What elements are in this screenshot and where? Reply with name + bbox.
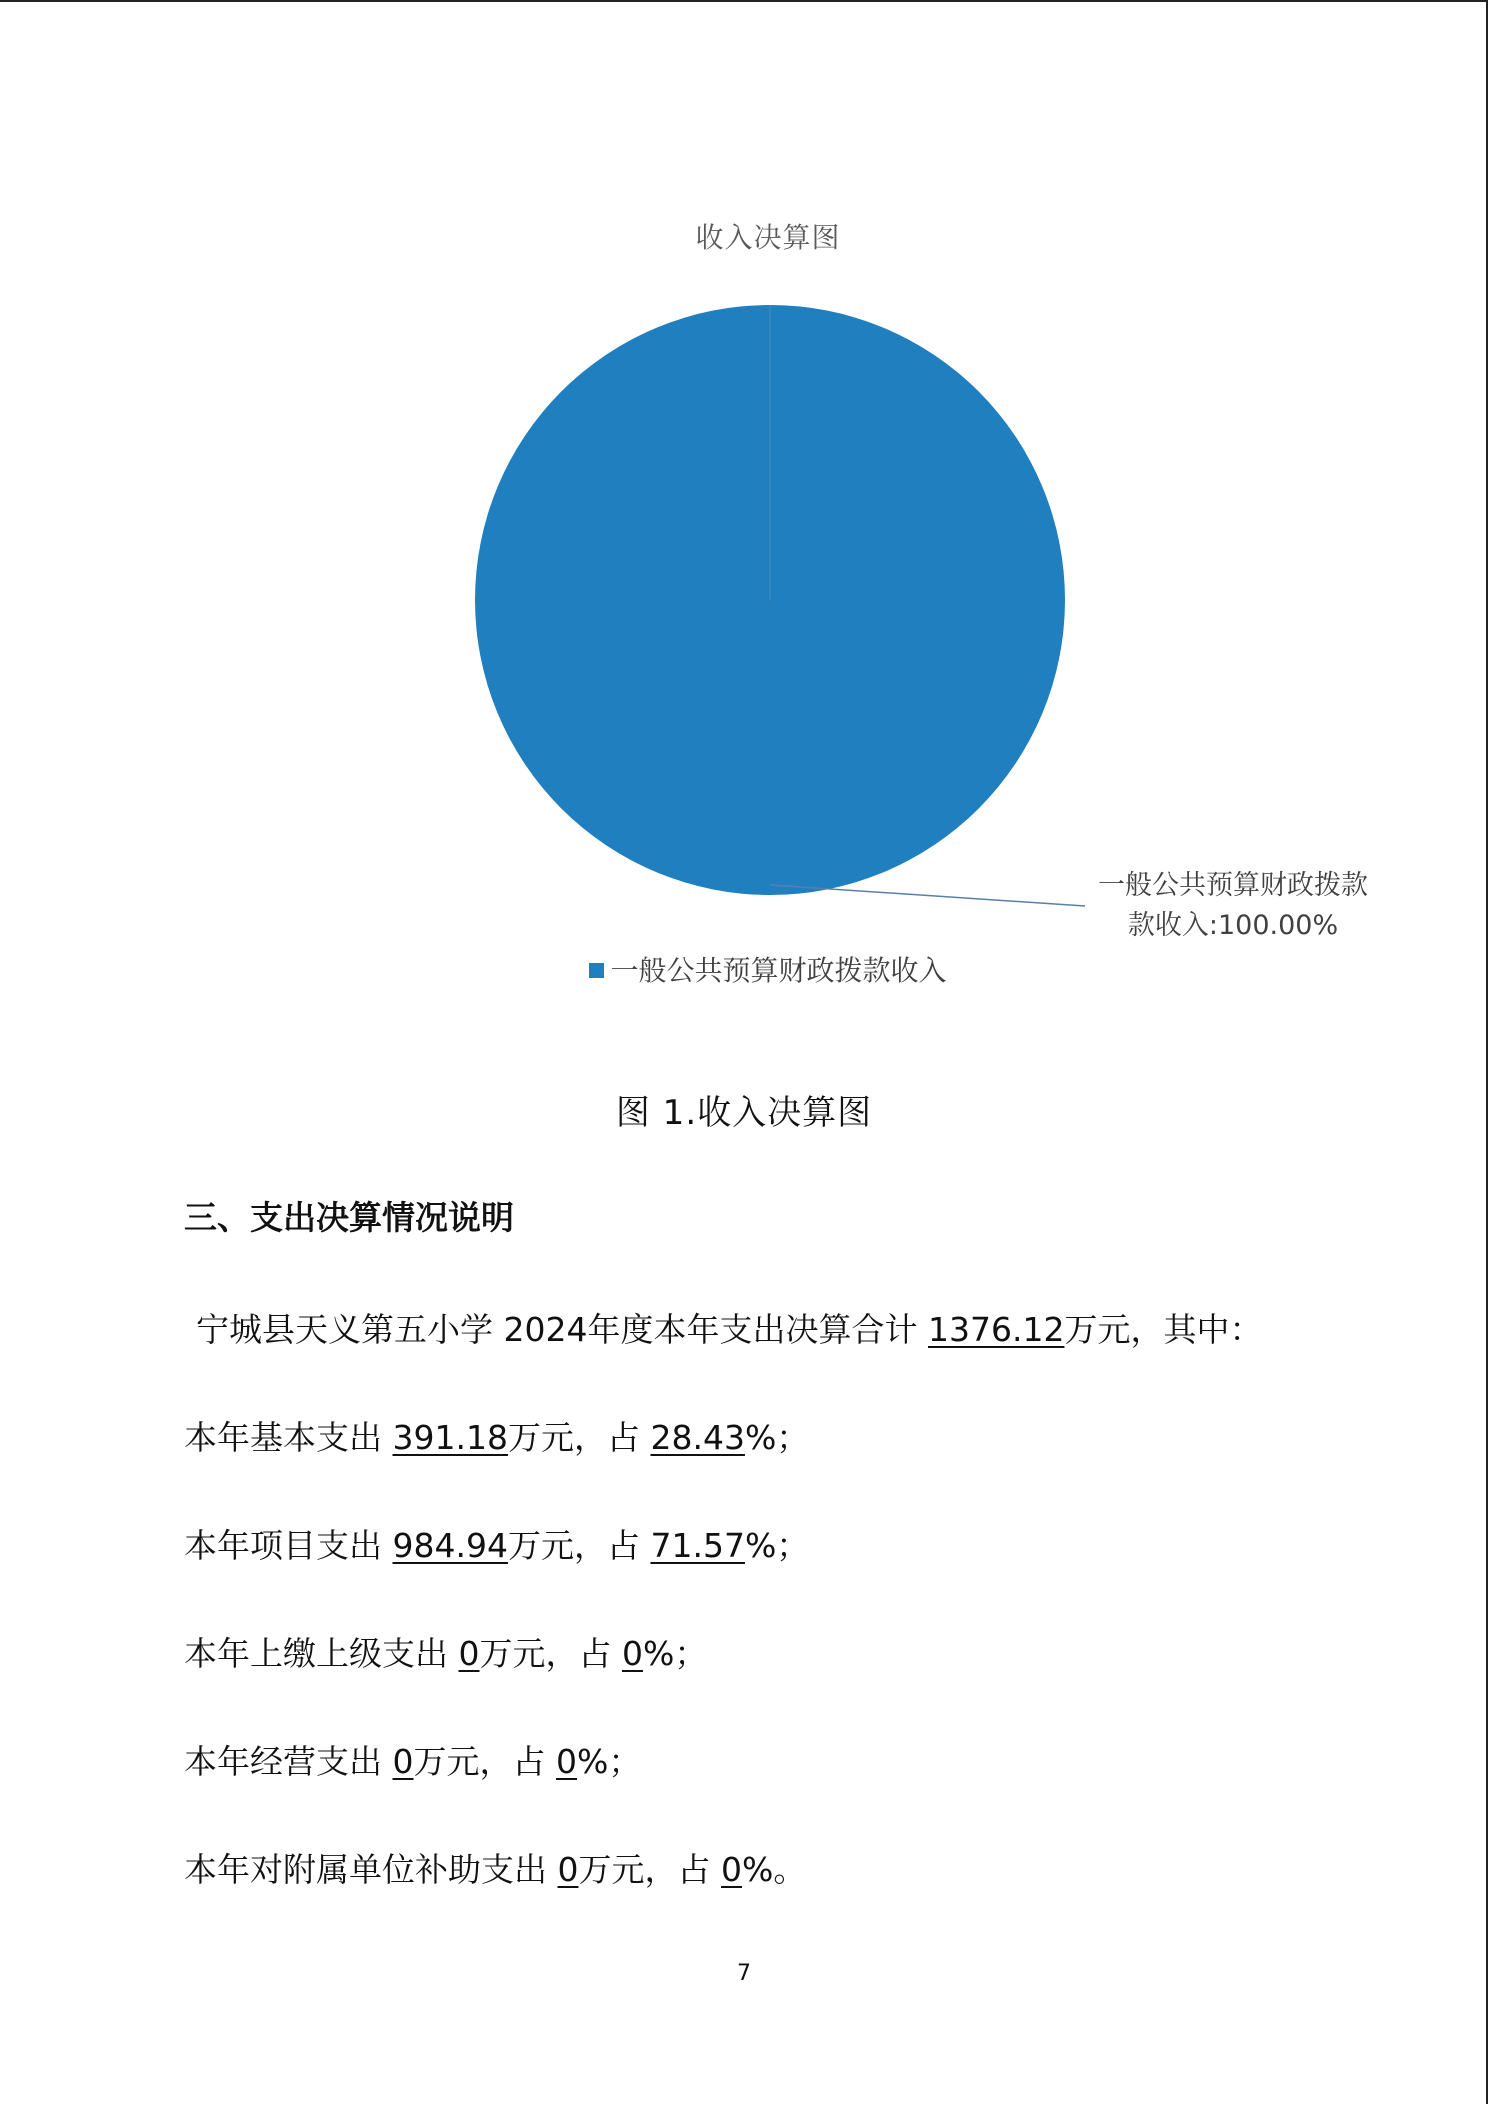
item-label: 本年基本支出 bbox=[184, 1418, 382, 1457]
item-unit: 万元，占 bbox=[507, 1418, 640, 1457]
upper-level-expenditure-line bbox=[184, 1628, 707, 1675]
item-amount: 0 bbox=[458, 1634, 480, 1673]
pie-data-label-line-1: 一般公共预算财政拨款 bbox=[1098, 870, 1368, 901]
item-end: %。 bbox=[742, 1850, 807, 1889]
item-percent: 0 bbox=[556, 1742, 577, 1781]
item-label: 本年项目支出 bbox=[184, 1526, 382, 1565]
item-unit: 万元，占 bbox=[507, 1526, 640, 1565]
item-amount: 0 bbox=[557, 1850, 579, 1889]
item-label: 本年对附属单位补助支出 bbox=[184, 1850, 547, 1889]
figure-caption: 图 1.收入决算图 bbox=[615, 1093, 873, 1133]
item-amount: 391.18 bbox=[392, 1418, 508, 1457]
item-amount: 0 bbox=[392, 1742, 414, 1781]
item-end: %； bbox=[744, 1418, 810, 1457]
item-percent: 71.57 bbox=[650, 1526, 745, 1565]
pie-data-label-line-2: 款收入:100.00% bbox=[1127, 910, 1339, 941]
legend-swatch bbox=[589, 963, 604, 978]
item-unit: 万元，占 bbox=[578, 1850, 711, 1889]
item-label: 本年经营支出 bbox=[184, 1742, 382, 1781]
item-amount: 984.94 bbox=[392, 1526, 508, 1565]
intro-suffix: 万元，其中： bbox=[1064, 1310, 1263, 1349]
item-unit: 万元，占 bbox=[413, 1742, 546, 1781]
item-percent: 28.43 bbox=[650, 1418, 745, 1457]
item-unit: 万元，占 bbox=[479, 1634, 612, 1673]
pie-chart bbox=[0, 0, 1488, 1000]
item-percent: 0 bbox=[622, 1634, 643, 1673]
page-number: 7 bbox=[737, 1961, 751, 1986]
basic-expenditure-line bbox=[184, 1412, 809, 1459]
chart-leader-line bbox=[770, 885, 1085, 906]
subsidiary-subsidy-line bbox=[184, 1844, 806, 1891]
item-end: %； bbox=[744, 1526, 810, 1565]
item-label: 本年上缴上级支出 bbox=[184, 1634, 448, 1673]
chart-legend bbox=[0, 949, 1488, 989]
expenditure-total-line bbox=[196, 1304, 1262, 1351]
legend-label: 一般公共预算财政拨款收入 bbox=[610, 954, 947, 987]
pie-data-label bbox=[1088, 866, 1378, 946]
section-heading: 三、支出决算情况说明 bbox=[184, 1198, 514, 1237]
item-end: %； bbox=[577, 1742, 642, 1781]
item-end: %； bbox=[643, 1634, 708, 1673]
item-percent: 0 bbox=[721, 1850, 742, 1889]
operating-expenditure-line bbox=[184, 1736, 641, 1783]
chart-title: 收入决算图 bbox=[695, 221, 841, 254]
project-expenditure-line bbox=[184, 1520, 809, 1567]
total-amount: 1376.12 bbox=[927, 1310, 1065, 1349]
intro-prefix: 宁城县天义第五小学 2024年度本年支出决算合计 bbox=[196, 1310, 918, 1349]
